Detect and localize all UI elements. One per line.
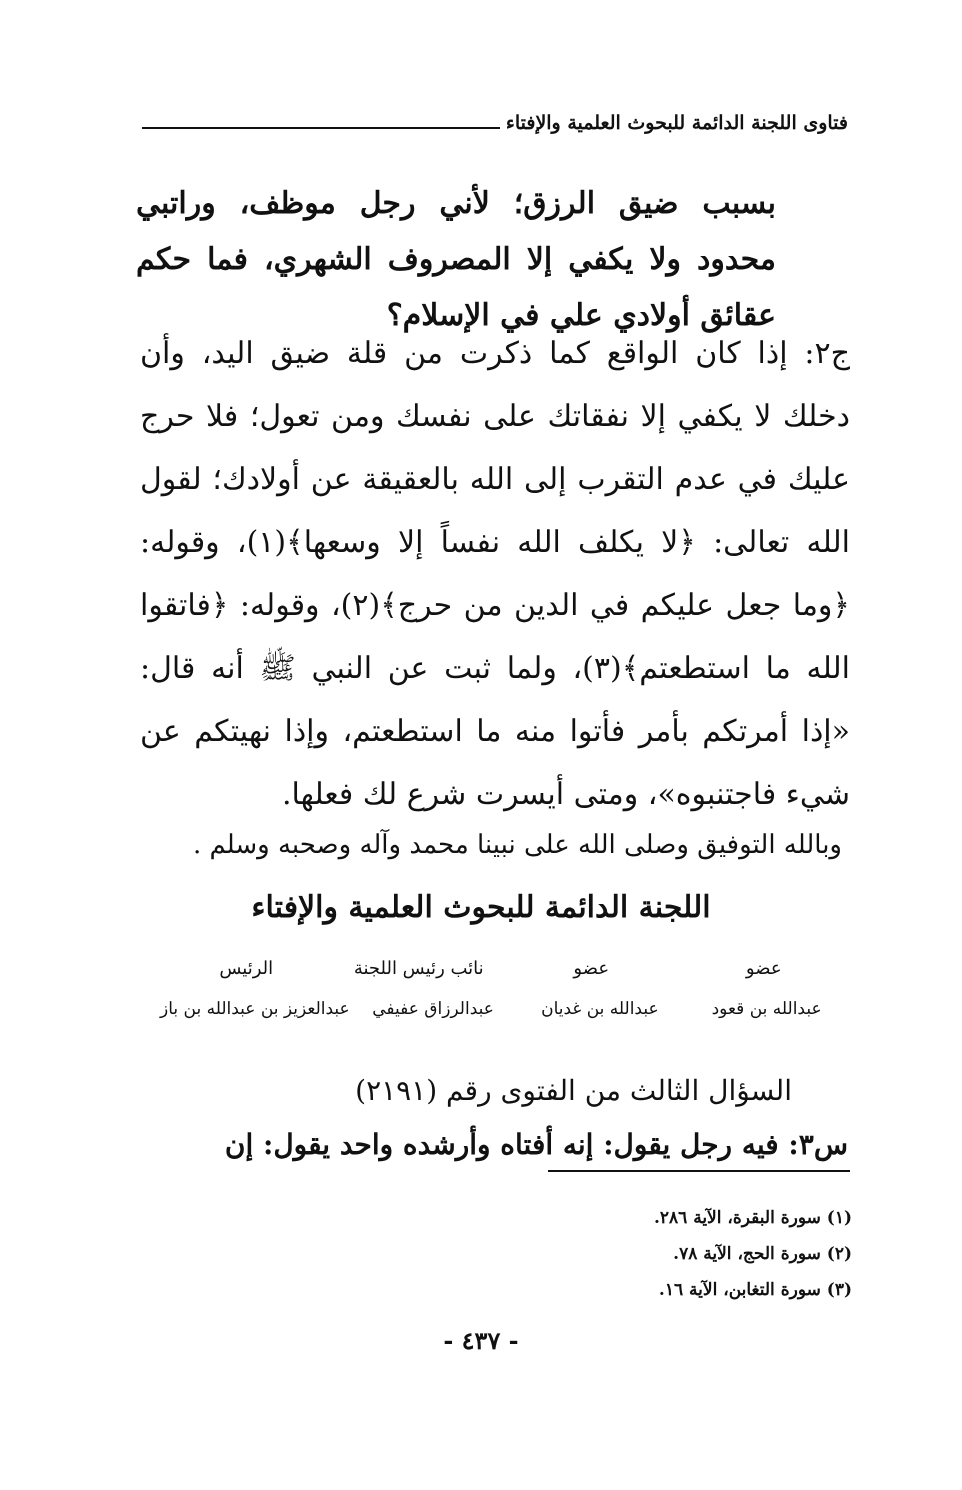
running-header — [142, 104, 848, 134]
header-rule — [142, 127, 500, 129]
next-question-heading: السؤال الثالث من الفتوى رقم (٢١٩١) — [355, 1074, 792, 1107]
footnotes — [654, 1200, 852, 1308]
signature-names — [160, 999, 850, 1019]
signature-roles — [160, 958, 850, 979]
role-vice-chair: نائب رئيس اللجنة — [353, 958, 484, 979]
footnote-1: (١) سورة البقرة، الآية ٢٨٦. — [653, 1208, 852, 1228]
footnote-3: (٣) سورة التغابن، الآية ١٦. — [658, 1280, 852, 1300]
page-number: - ٤٣٧ - — [443, 1326, 519, 1355]
committee-title: اللجنة الدائمة للبحوث العلمية والإفتاء — [251, 890, 711, 925]
footnote-2: (٢) سورة الحج، الآية ٧٨. — [673, 1244, 852, 1264]
name-vice-chair: عبدالرزاق عفيفي — [372, 999, 494, 1019]
role-member-1: عضو — [745, 958, 782, 979]
question-text: بسبب ضيق الرزق؛ لأني رجل موظف، وراتبي محدود ولا يكفي إلا المصروف الشهري، فما حكم عقائق أولادي علي في الإسلام؟ — [136, 186, 776, 333]
name-chair: عبدالعزيز بن عبدالله بن باز — [159, 999, 350, 1019]
closing-line: وبالله التوفيق وصلى الله على نبينا محمد وآله وصحبه وسلم . — [192, 830, 842, 860]
header-title: فتاوى اللجنة الدائمة للبحوث العلمية والإفتاء — [505, 112, 848, 134]
answer-text: ج٢: إذا كان الواقع كما ذكرت من قلة ضيق اليد، وأن دخلك لا يكفي إلا نفقاتك على نفسك ومن تعول؛ فلا حرج عليك في عدم التقرب إلى الله بالعقيقة عن أولادك؛ لقول الله تعالى: ﴿لا يكلف الله نفساً إلا وسعها﴾(١)، وقوله: ﴿وما جعل عليكم في الدين من حرج﴾(٢)، وقوله: ﴿فاتقوا الله ما استطعتم﴾(٣)، ولما ثبت عن النبي ﷺ أنه قال: «إذا أمرتكم بأمر فأتوا منه ما استطعتم، وإذا نهيتكم عن شيء فاجتنبوه»، ومتى أيسرت شرع لك فعلها. — [140, 336, 850, 812]
role-chair: الرئيس — [219, 958, 274, 979]
name-member-1: عبدالله بن قعود — [711, 999, 822, 1019]
role-member-2: عضو — [573, 958, 610, 979]
next-question-line: س٣: فيه رجل يقول: إنه أفتاه وأرشده واحد يقول: إن — [224, 1128, 848, 1161]
name-member-2: عبدالله بن غديان — [541, 999, 659, 1019]
signatures — [160, 958, 850, 1019]
footnote-rule — [548, 1170, 850, 1172]
